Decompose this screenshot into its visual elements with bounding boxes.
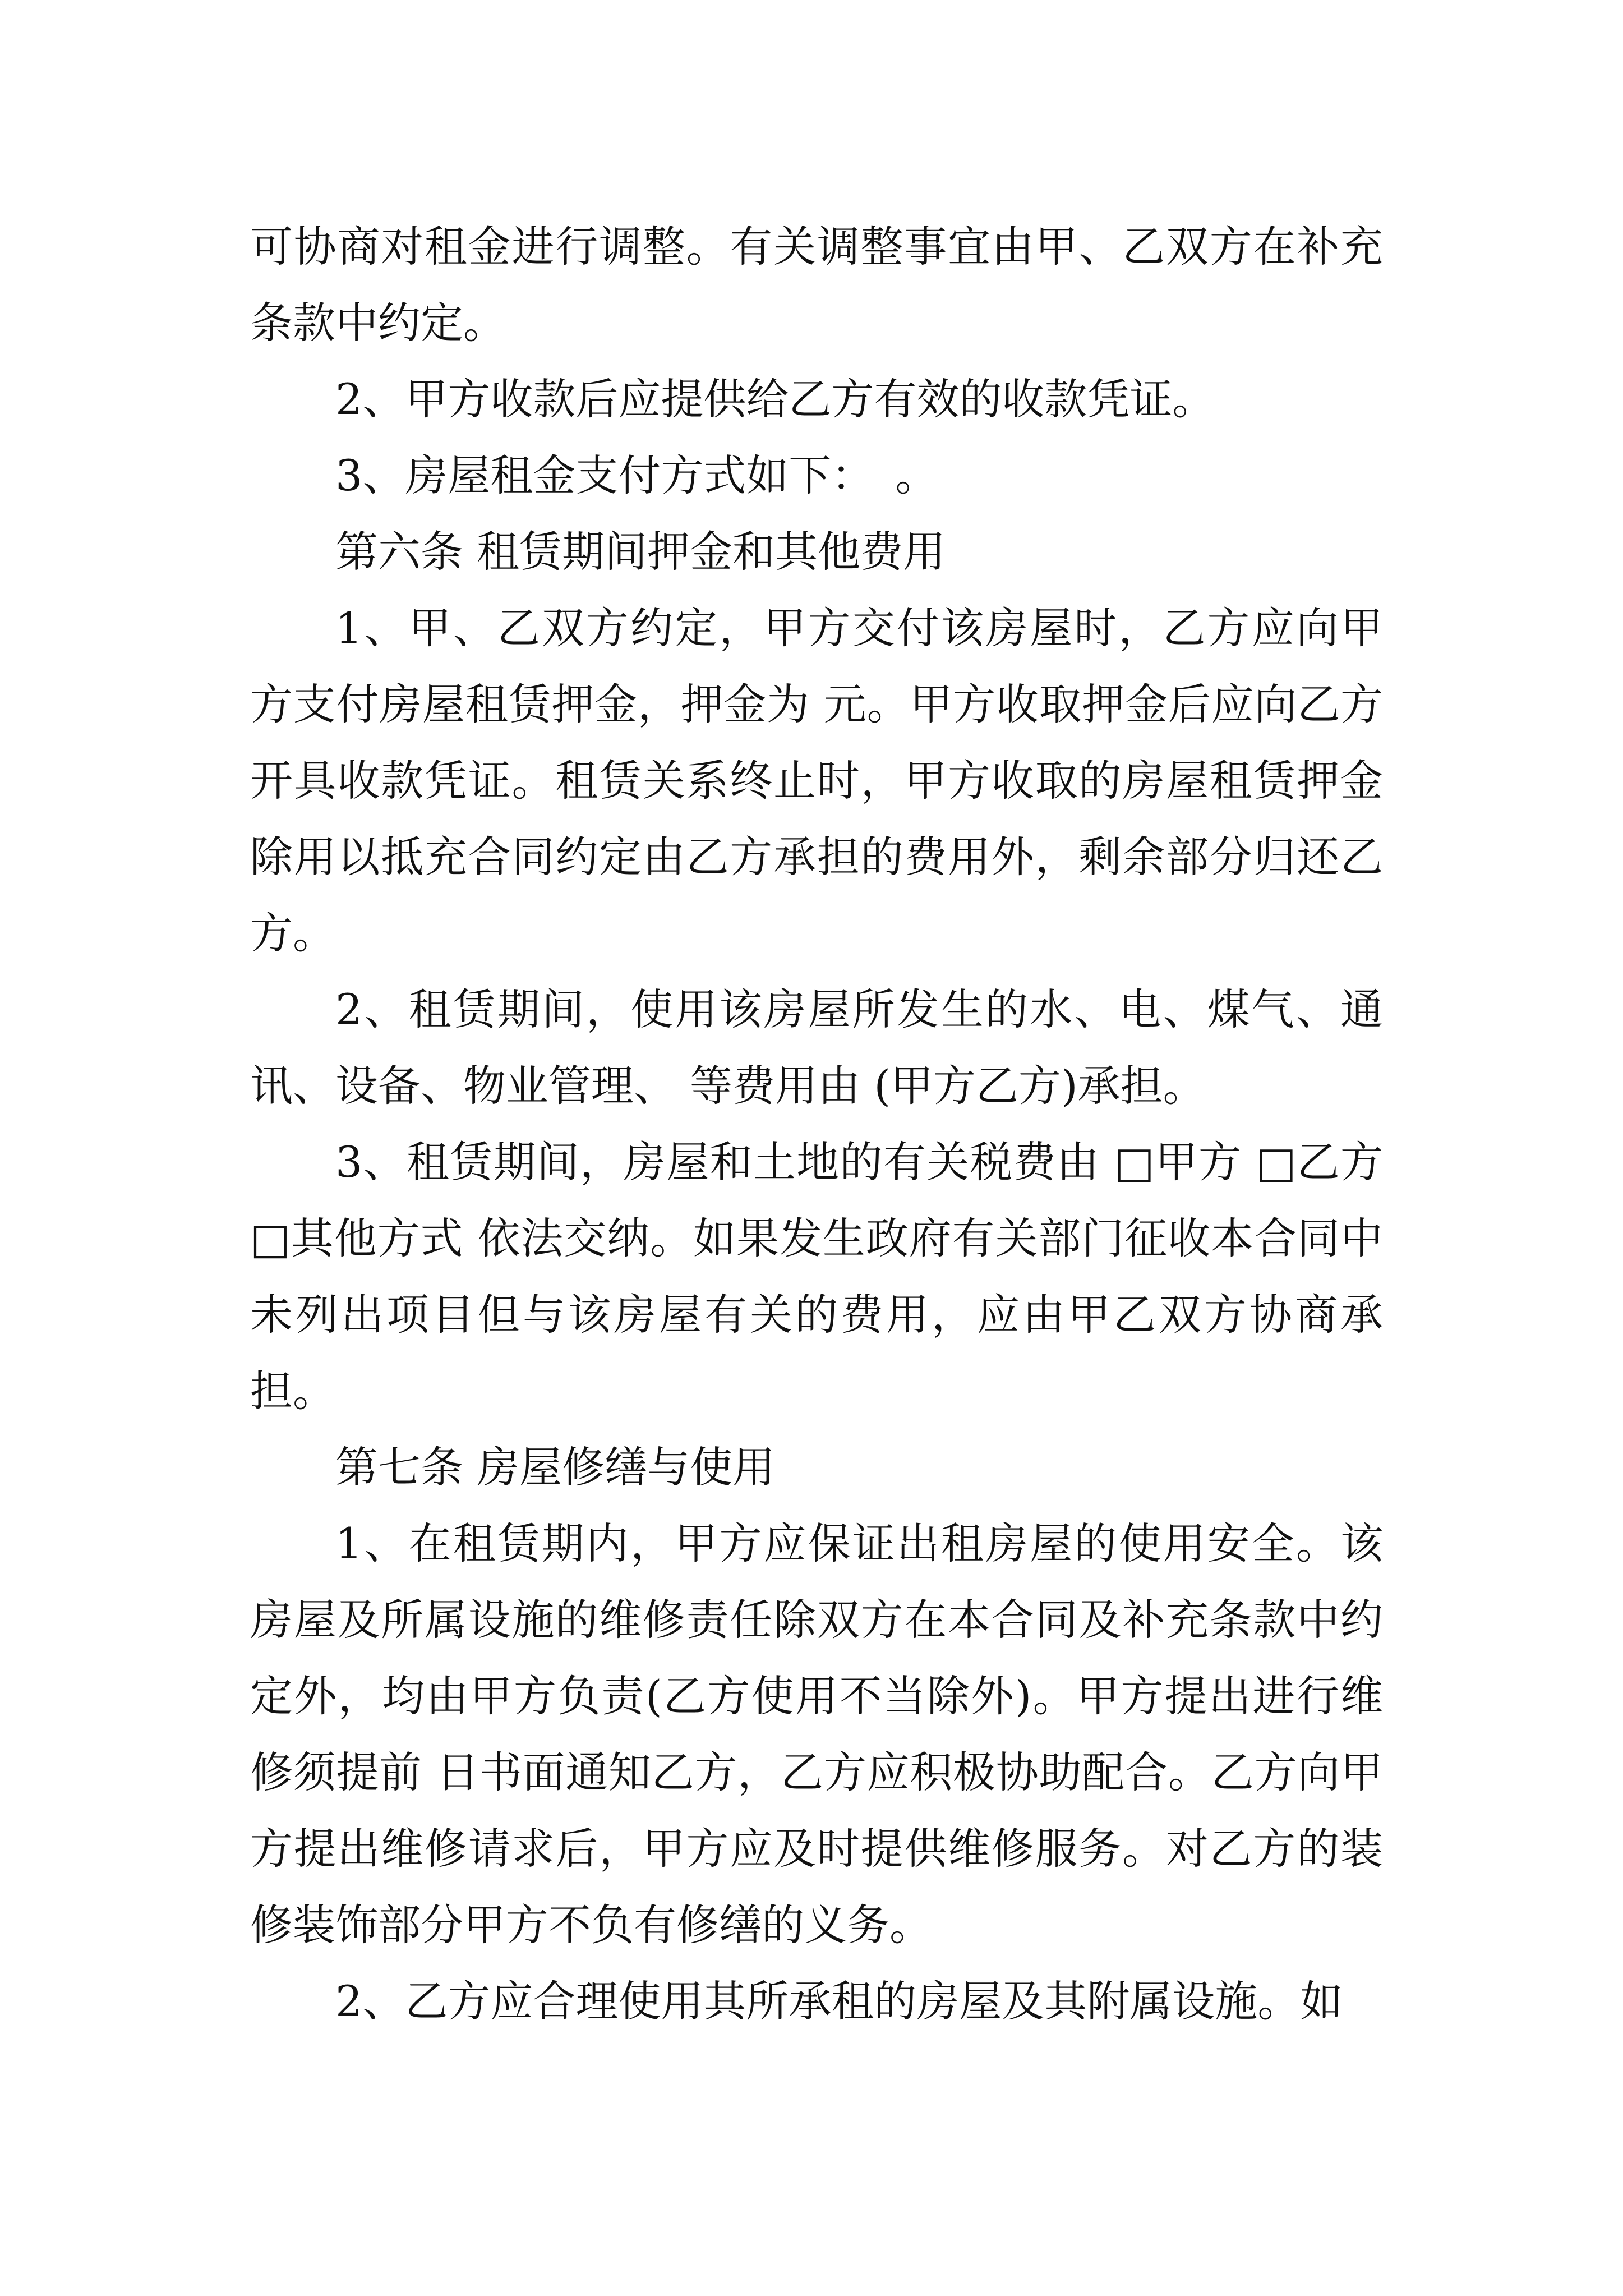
paragraph-deposit: 1、甲、乙双方约定，甲方交付该房屋时，乙方应向甲方支付房屋租赁押金，押金为 元。甲方收取押金后应向乙方开具收款凭证。租赁关系终止时，甲方收取的房屋租赁押金除用以抵充合同约定由乙方承担的费用外，剩余部分归还乙方。 bbox=[250, 603, 1383, 958]
paragraph-maintenance: 1、在租赁期内，甲方应保证出租房屋的使用安全。该房屋及所属设施的维修责任除双方在本合同及补充条款中约定外，均由甲方负责(乙方使用不当除外)。甲方提出进行维修须提前 日书面通知乙方，乙方应积极协助配合。乙方向甲方提出维修请求后，甲方应及时提供维修服务。对乙方的装修装饰部分甲方不负有修缮的义务。 bbox=[250, 1519, 1383, 1950]
document-body bbox=[250, 209, 1383, 2040]
paragraph-payment-method: 3、房屋租金支付方式如下： 。 bbox=[335, 450, 938, 500]
paragraph-taxes: 3、租赁期间，房屋和土地的有关税费由 □甲方 □乙方 □其他方式 依法交纳。如果发生政府有关部门征收本合同中未列出项目但与该房屋有关的费用，应由甲乙双方协商承担。 bbox=[250, 1137, 1383, 1416]
paragraph-utility-fees: 2、租赁期间，使用该房屋所发生的水、电、煤气、通讯、设备、物业管理、 等费用由 (甲方乙方)承担。 bbox=[250, 984, 1383, 1111]
section-heading-article-7: 第七条 房屋修缮与使用 bbox=[335, 1442, 776, 1492]
paragraph-proper-use: 2、乙方应合理使用其所承租的房屋及其附属设施。如 bbox=[335, 1976, 1343, 2026]
paragraph-receipt: 2、甲方收款后应提供给乙方有效的收款凭证。 bbox=[335, 374, 1215, 424]
paragraph-rent-adjustment-continuation: 可协商对租金进行调整。有关调整事宜由甲、乙双方在补充条款中约定。 bbox=[250, 222, 1383, 348]
section-heading-article-6: 第六条 租赁期间押金和其他费用 bbox=[335, 527, 946, 577]
